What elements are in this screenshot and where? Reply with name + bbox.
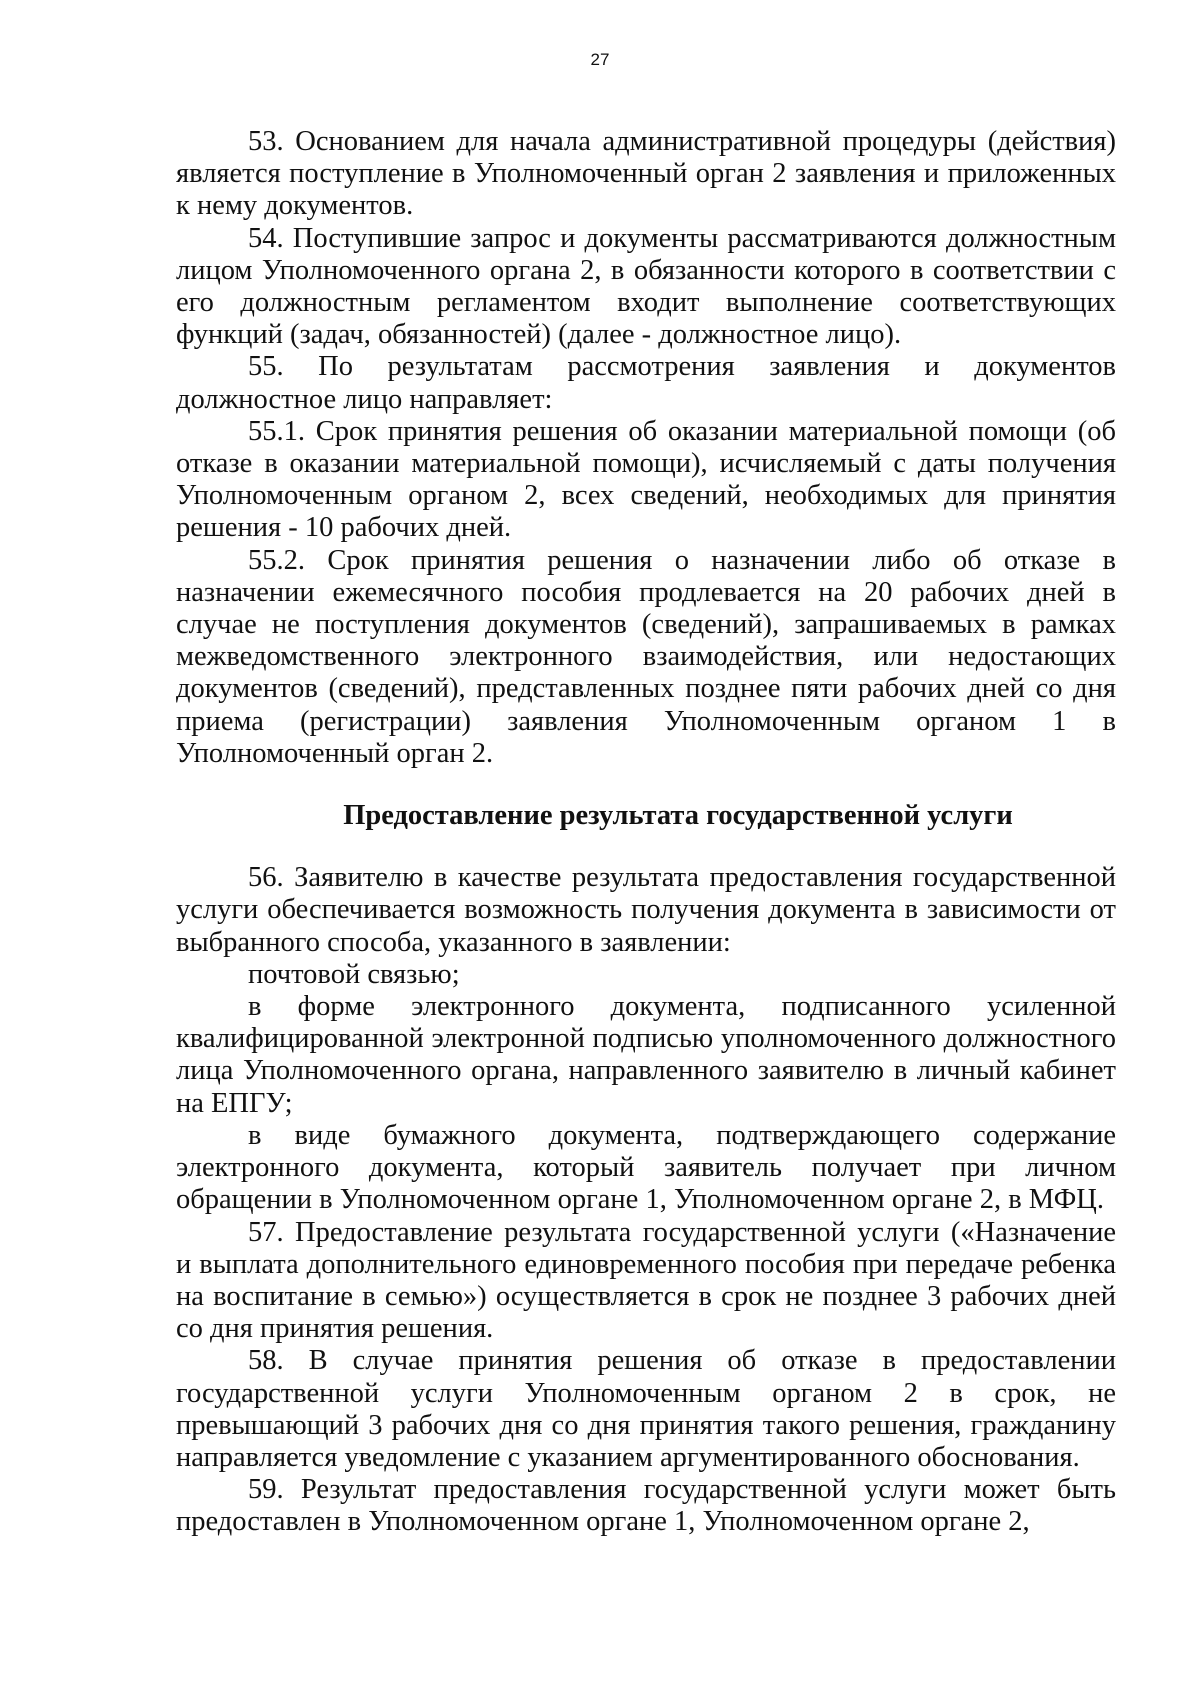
paragraph-56: 56. Заявителю в качестве результата предоставления государственной услуги обеспечивается возможность получения документа в зависимости от выбранного способа, указанного в заявлении: [176, 862, 1116, 958]
paragraph-55: 55. По результатам рассмотрения заявления и документов должностное лицо направляет: [176, 351, 1116, 415]
document-body [176, 126, 1116, 1539]
paragraph-59: 59. Результат предоставления государственной услуги может быть предоставлен в Уполномоченном органе 1, Уполномоченном органе 2, [176, 1474, 1116, 1538]
list-item-paper: в виде бумажного документа, подтверждающего содержание электронного документа, который заявитель получает при личном обращении в Уполномоченном органе 1, Уполномоченном органе 2, в МФЦ. [176, 1119, 1116, 1216]
paragraph-54: 54. Поступившие запрос и документы рассматриваются должностным лицом Уполномоченного органа 2, в обязанности которого в соответствии с его должностным регламентом входит выполнение соответствующих функций (задач, обязанностей) (далее - должностное лицо). [176, 222, 1116, 351]
paragraph-55-1: 55.1. Срок принятия решения об оказании материальной помощи (об отказе в оказании материальной помощи), исчисляемый с даты получения Уполномоченным органом 2, всех сведений, необходимых для принятия решения - 10 рабочих дней. [176, 415, 1116, 544]
paragraph-57: 57. Предоставление результата государственной услуги («Назначение и выплата дополнительного единовременного пособия при передаче ребенка на воспитание в семью») осуществляется в срок не позднее 3 рабочих дней со дня принятия решения. [176, 1216, 1116, 1345]
paragraph-58: 58. В случае принятия решения об отказе в предоставлении государственной услуги Уполномоченным органом 2 в срок, не превышающий 3 рабочих дня со дня принятия такого решения, гражданину направляется уведомление с указанием аргументированного обоснования. [176, 1345, 1116, 1473]
paragraph-53: 53. Основанием для начала административной процедуры (действия) является поступление в Уполномоченный орган 2 заявления и приложенных к нему документов. [176, 126, 1116, 222]
list-item-postal: почтовой связью; [248, 958, 460, 990]
paragraph-55-2: 55.2. Срок принятия решения о назначении либо об отказе в назначении ежемесячного пособия продлевается на 20 рабочих дней в случае не поступления документов (сведений), запрашиваемых в рамках межведомственного электронного взаимодействия, или недостающих документов (сведений), представленных позднее пяти рабочих дней со дня приема (регистрации) заявления Уполномоченным органом 1 в Уполномоченный орган 2. [176, 544, 1116, 769]
list-item-electronic: в форме электронного документа, подписанного усиленной квалифицированной электронной подписью уполномоченного должностного лица Уполномоченного органа, направленного заявителю в личный кабинет на ЕПГУ; [176, 991, 1116, 1119]
section-heading: Предоставление результата государственной услуги [343, 800, 1013, 832]
page-number: 27 [590, 50, 610, 69]
